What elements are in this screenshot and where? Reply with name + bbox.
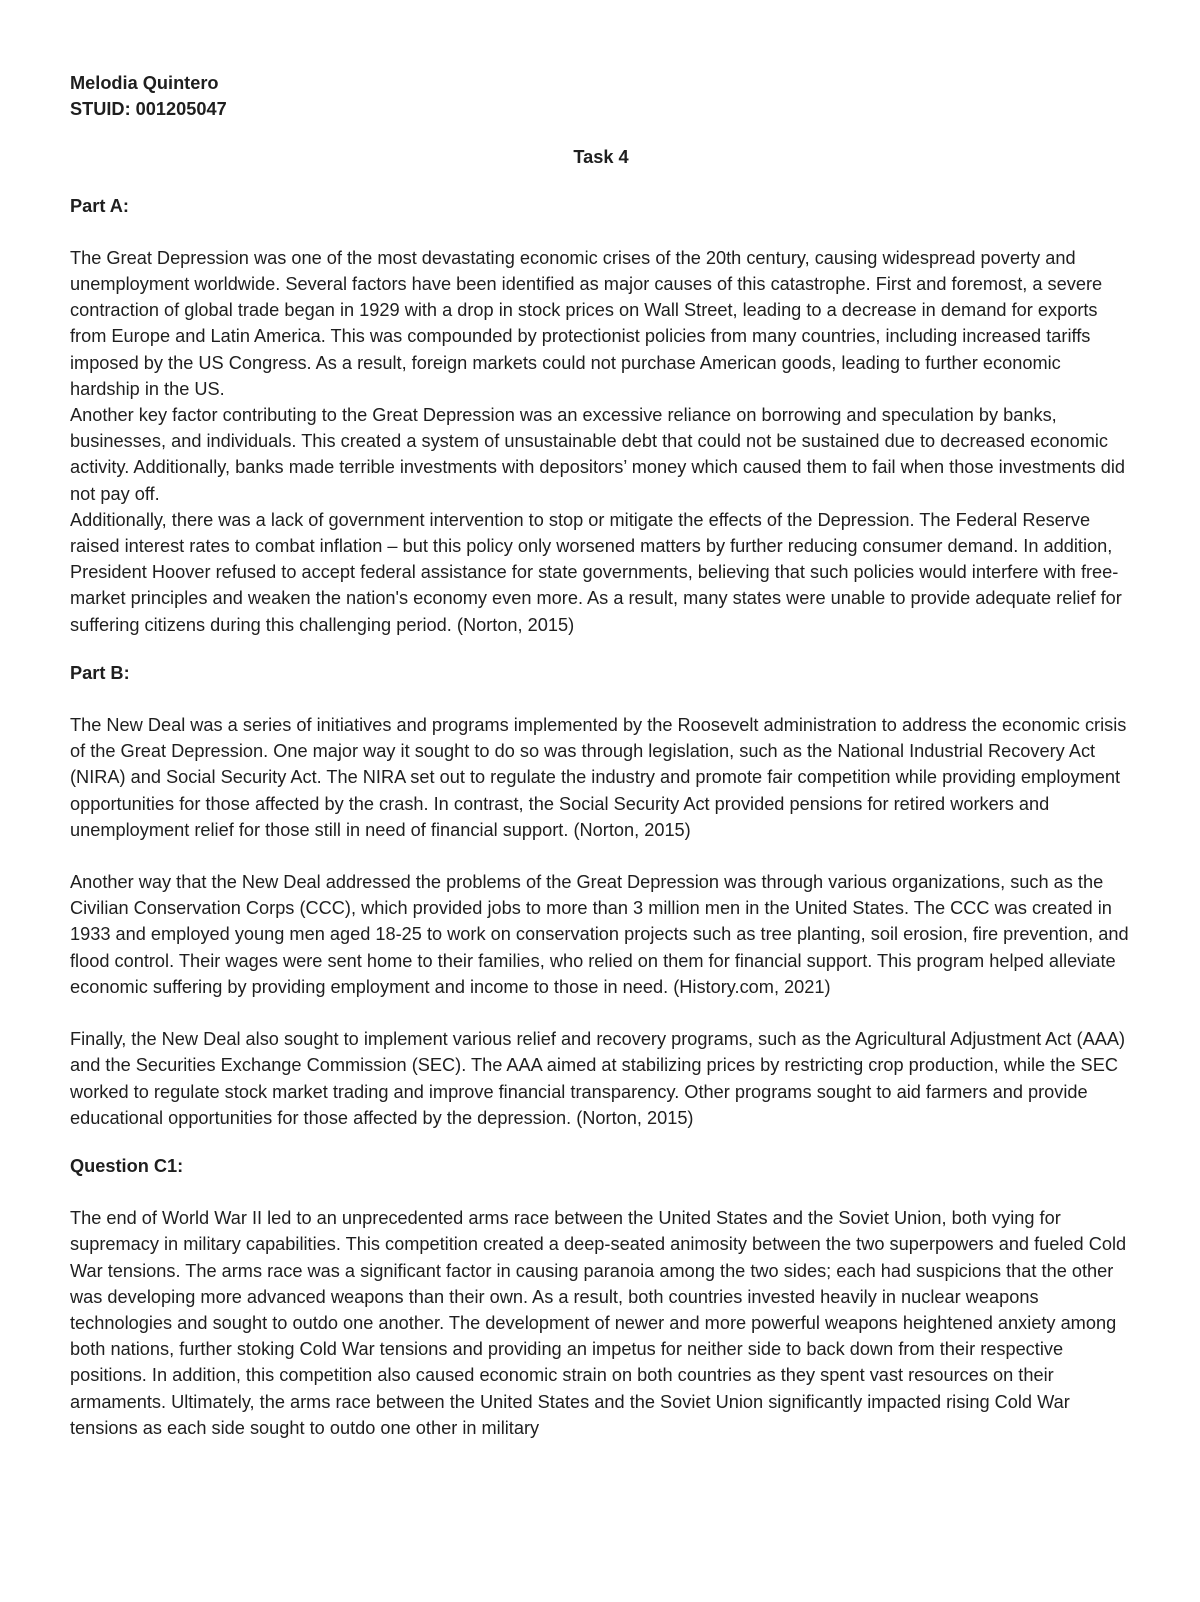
- author-name: Melodia Quintero: [70, 73, 219, 93]
- spacer: [70, 843, 1132, 869]
- part-b-paragraph-3: Finally, the New Deal also sought to implement various relief and recovery programs, such as the Agricultural Adjustment Act (AAA) and the Securities Exchange Commission (SEC). The AAA aimed at stabilizing prices by restricting crop production, while the SEC worked to regulate stock market trading and improve financial transparency. Other programs sought to aid farmers and provide educational opportunities for those affected by the depression. (Norton, 2015): [70, 1029, 1126, 1128]
- part-a-paragraph-3: Additionally, there was a lack of government intervention to stop or mitigate the effects of the Depression. The Federal Reserve raised interest rates to combat inflation – but this policy only worsened matters by further reducing consumer demand. In addition, President Hoover refused to accept federal assistance for state governments, believing that such policies would interfere with free-market principles and weaken the nation's economy even more. As a result, many states were unable to provide adequate relief for suffering citizens during this challenging period. (Norton, 2015): [70, 509, 1122, 635]
- student-id: STUID: 001205047: [70, 99, 227, 120]
- part-a-paragraph-2: Another key factor contributing to the Great Depression was an excessive reliance on borrowing and speculation by banks, businesses, and individuals. This created a system of unsustainable debt that could not be sustained due to decreased economic activity. Additionally, banks made terrible investments with depositors’ money which caused them to fail when those investments did not pay off.: [70, 405, 1126, 504]
- part-b-paragraph-2: Another way that the New Deal addressed the problems of the Great Depression was through various organizations, such as the Civilian Conservation Corps (CCC), which provided jobs to more than 3 million men in the United States. The CCC was created in 1933 and employed young men aged 18-25 to work on conservation projects such as tree planting, soil erosion, fire prevention, and flood control. Their wages were sent home to their families, who relied on them for financial support. This program helped alleviate economic suffering by providing employment and income to those in need. (History.com, 2021): [70, 872, 1129, 997]
- spacer: [70, 219, 1132, 245]
- spacer: [70, 686, 1132, 712]
- question-c1-paragraph-1: The end of World War II led to an unprecedented arms race between the United States and the Soviet Union, both vying for supremacy in military capabilities. This competition created a deep-seated animosity between the two superpowers and fueled Cold War tensions. The arms race was a significant factor in causing paranoia among the two sides; each had suspicions that the other was developing more advanced weapons than their own. As a result, both countries invested heavily in nuclear weapons technologies and sought to outdo one another. The development of newer and more powerful weapons heightened anxiety among both nations, further stoking Cold War tensions and providing an impetus for neither side to back down from their respective positions. In addition, this competition also caused economic strain on both countries as they spent vast resources on their armaments. Ultimately, the arms race between the United States and the Soviet Union significantly impacted rising Cold War tensions as each side sought to outdo one other in military: [70, 1208, 1127, 1438]
- part-b-heading: Part B:: [70, 662, 130, 683]
- spacer: [70, 1000, 1132, 1026]
- part-a-paragraph-1: The Great Depression was one of the most devastating economic crises of the 20th century, causing widespread poverty and unemployment worldwide. Several factors have been identified as major causes of this catastrophe. First and foremost, a severe contraction of global trade began in 1929 with a drop in stock prices on Wall Street, leading to a decrease in demand for exports from Europe and Latin America. This was compounded by protectionist policies from many countries, including increased tariffs imposed by the US Congress. As a result, foreign markets could not purchase American goods, leading to further economic hardship in the US.: [70, 247, 1103, 399]
- document-title: Task 4: [573, 147, 629, 168]
- question-c1-heading: Question C1:: [70, 1155, 184, 1176]
- document-body: [70, 70, 1132, 1441]
- part-a-heading: Part A:: [70, 195, 129, 216]
- spacer: [70, 1179, 1132, 1205]
- part-b-paragraph-1: The New Deal was a series of initiatives and programs implemented by the Roosevelt administration to address the economic crisis of the Great Depression. One major way it sought to do so was through legislation, such as the National Industrial Recovery Act (NIRA) and Social Security Act. The NIRA set out to regulate the industry and promote fair competition while providing employment opportunities for those affected by the crash. In contrast, the Social Security Act provided pensions for retired workers and unemployment relief for those still in need of financial support. (Norton, 2015): [70, 715, 1127, 840]
